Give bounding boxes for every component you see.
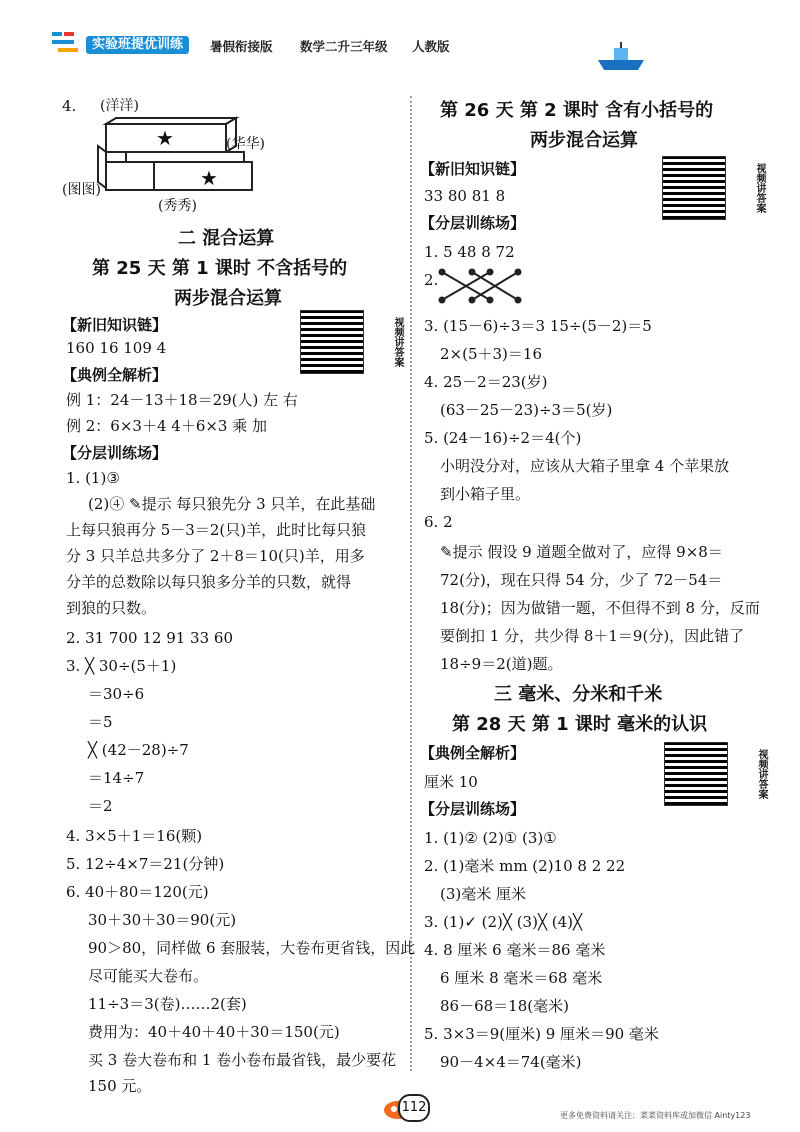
q4-label-top: (洋洋) — [100, 98, 139, 114]
column-divider — [410, 96, 412, 1071]
section-heading: 【典例全解析】 — [62, 366, 168, 384]
answer-line: ✎提示 假设 9 道题全做对了，应得 9×8＝ — [440, 543, 723, 561]
q4-number: 4. — [62, 97, 77, 115]
answer-line: 例 1：24－13＋18＝29(人) 左 右 — [66, 391, 298, 409]
lesson-title: 第 28 天 第 1 课时 毫米的认识 — [452, 714, 708, 735]
answer-line: ╳ (42－28)÷7 — [88, 741, 189, 759]
answer-line: (3)毫米 厘米 — [440, 885, 527, 903]
answer-line: 90＞80，同样做 6 套服装，大卷布更省钱，因此 — [88, 939, 416, 957]
answer-line: (63－25－23)÷3＝5(岁) — [440, 401, 613, 419]
answer-line: 30＋30＋30＝90(元) — [88, 911, 237, 929]
answer-line: 2. 31 700 12 91 33 60 — [66, 629, 233, 647]
lesson-subtitle: 两步混合运算 — [530, 130, 638, 151]
unit-title: 二 混合运算 — [178, 228, 275, 249]
qr-code-icon[interactable] — [662, 156, 726, 220]
header-grade: 数学二升三年级 — [300, 39, 388, 54]
answer-line: 3. (1)✓ (2)╳ (3)╳ (4)╳ — [424, 913, 583, 931]
qr-label: 视频讲答案 — [754, 163, 765, 213]
answer-line: 2×(5＋3)＝16 — [440, 345, 542, 363]
answer-line: 小明没分对，应该从大箱子里拿 4 个苹果放 — [440, 457, 730, 475]
page-number: 112 — [398, 1094, 430, 1122]
qr-code-block[interactable] — [300, 310, 404, 376]
answer-line: 4. 3×5＋1＝16(颗) — [66, 827, 203, 845]
answer-line: 6 厘米 8 毫米＝68 毫米 — [440, 969, 603, 987]
section-heading: 【新旧知识链】 — [420, 160, 526, 178]
star-icon: ★ — [156, 126, 174, 150]
answer-line: 2. (1)毫米 mm (2)10 8 2 22 — [424, 857, 626, 875]
answer-line: 分羊的总数除以每只狼多分羊的只数，就得 — [66, 573, 352, 591]
answer-line: (2)④ ✎提示 每只狼先分 3 只羊，在此基础 — [88, 495, 376, 513]
answer-line: 3. ╳ 30÷(5＋1) — [66, 657, 177, 675]
qr-code-icon[interactable] — [664, 742, 728, 806]
qr-code-icon[interactable] — [300, 310, 364, 374]
answer-line: 2. — [424, 271, 439, 289]
star-icon: ★ — [200, 166, 218, 190]
answer-line: 150 元。 — [88, 1077, 152, 1095]
brand-title: 实验班提优训练 — [86, 36, 189, 54]
answer-line: 33 80 81 8 — [424, 187, 506, 205]
answer-line: 4. 25－2＝23(岁) — [424, 373, 548, 391]
answer-line: 6. 40＋80＝120(元) — [66, 883, 209, 901]
qr-label: 视频讲答案 — [756, 749, 767, 799]
answer-line: ＝5 — [88, 713, 113, 731]
header-subtitle: 暑假衔接版 — [210, 39, 273, 54]
answer-line: 要倒扣 1 分，共少得 8＋1＝9(分)，因此错了 — [440, 627, 745, 645]
answer-line: 1. 5 48 8 72 — [424, 243, 515, 261]
q4-label-right: (华华) — [226, 136, 265, 152]
answer-line: 上每只狼再分 5－3＝2(只)羊，此时比每只狼 — [66, 521, 367, 539]
brand-logo-icon — [50, 30, 82, 56]
answer-line: 4. 8 厘米 6 毫米＝86 毫米 — [424, 941, 606, 959]
qr-label: 视频讲答案 — [392, 317, 403, 367]
lesson-title: 第 25 天 第 1 课时 不含括号的 — [92, 258, 348, 279]
section-heading: 【分层训练场】 — [420, 214, 526, 232]
answer-line: 到小箱子里。 — [440, 485, 531, 503]
answer-line: 5. (24－16)÷2＝4(个) — [424, 429, 582, 447]
answer-line: 160 16 109 4 — [66, 339, 167, 357]
q4-label-bottom: (秀秀) — [158, 198, 197, 214]
section-heading: 【分层训练场】 — [62, 444, 168, 462]
section-heading: 【分层训练场】 — [420, 800, 526, 818]
answer-line: ＝14÷7 — [88, 769, 145, 787]
answer-line: 买 3 卷大卷布和 1 卷小卷布最省钱，最少要花 — [88, 1051, 397, 1069]
answer-line: 1. (1)② (2)① (3)① — [424, 829, 557, 847]
qr-code-block[interactable] — [664, 742, 768, 808]
qr-code-block[interactable] — [662, 156, 766, 222]
answer-line: 90－4×4＝74(毫米) — [440, 1053, 582, 1071]
answer-line: 例 2：6×3＋4 4＋6×3 乘 加 — [66, 417, 268, 435]
answer-line: 到狼的只数。 — [66, 599, 157, 617]
q4-label-left: (图图) — [62, 182, 101, 198]
stacked-boxes-figure — [96, 116, 256, 196]
matching-lines-figure — [438, 266, 522, 306]
boat-icon — [596, 42, 646, 72]
answer-line: 18(分)；因为做错一题，不但得不到 8 分，反而 — [440, 599, 760, 617]
unit-title: 三 毫米、分米和千米 — [494, 684, 663, 705]
header-edition: 人教版 — [412, 39, 450, 54]
footer-note: 更多免费资料请关注：菜菜资料库或加微信 Ainty123 — [560, 1111, 751, 1120]
answer-line: 5. 12÷4×7＝21(分钟) — [66, 855, 225, 873]
section-heading: 【新旧知识链】 — [62, 316, 168, 334]
answer-line: 尽可能买大卷布。 — [88, 967, 209, 985]
answer-line: 86－68＝18(毫米) — [440, 997, 569, 1015]
section-heading: 【典例全解析】 — [420, 744, 526, 762]
answer-line: ＝2 — [88, 797, 113, 815]
answer-line: 6. 2 — [424, 513, 453, 531]
answer-line: 厘米 10 — [424, 773, 478, 791]
answer-line: 1. (1)③ — [66, 469, 120, 487]
answer-line: ＝30÷6 — [88, 685, 145, 703]
lesson-title: 第 26 天 第 2 课时 含有小括号的 — [440, 100, 714, 121]
answer-line: 5. 3×3＝9(厘米) 9 厘米＝90 毫米 — [424, 1025, 659, 1043]
answer-line: 11÷3＝3(卷)……2(套) — [88, 995, 247, 1013]
answer-line: 分 3 只羊总共多分了 2＋8＝10(只)羊，用多 — [66, 547, 365, 565]
answer-line: 3. (15－6)÷3＝3 15÷(5－2)＝5 — [424, 317, 652, 335]
answer-line: 18÷9＝2(道)题。 — [440, 655, 563, 673]
lesson-subtitle: 两步混合运算 — [174, 288, 282, 309]
page-header — [0, 0, 800, 70]
answer-line: 72(分)，现在只得 54 分，少了 72－54＝ — [440, 571, 723, 589]
answer-line: 费用为：40＋40＋40＋30＝150(元) — [88, 1023, 340, 1041]
